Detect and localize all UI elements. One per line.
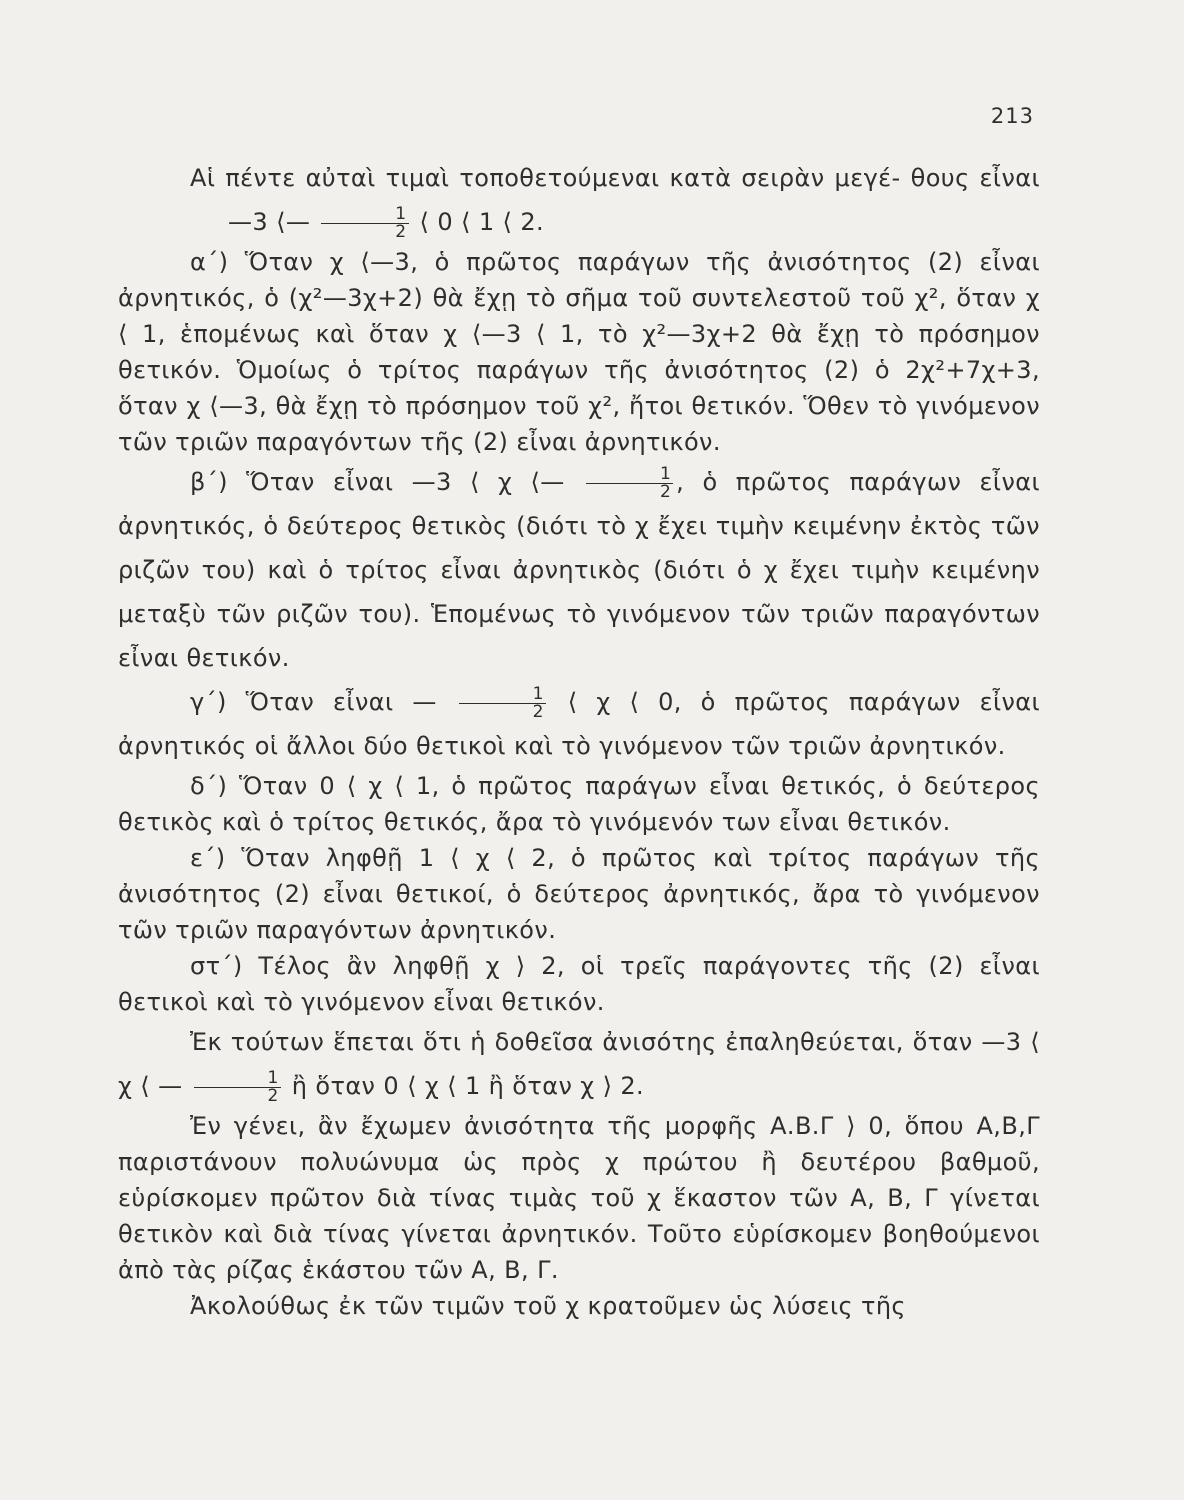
paragraph-case-stigma: στ΄) Τέλος ἂν ληφθῇ χ ⟩ 2, οἱ τρεῖς παράγοντες τῆς (2) εἶναι θετικοὶ καὶ τὸ γινόμενον εἶναι θετικόν.	[118, 952, 1040, 1016]
text-segment: θους εἶναι	[910, 164, 1040, 192]
fraction-numerator: 1	[586, 466, 673, 484]
paragraph-case-epsilon: ε΄) Ὅταν ληφθῇ 1 ⟨ χ ⟨ 2, ὁ πρῶτος καὶ τρίτος παράγων τῆς ἀνισότητος (2) εἶναι θετικοί, ὁ δεύτερος ἀρνητικός, ἄρα τὸ γινόμενον τῶν τριῶν παραγόντων ἀρνητικόν.	[118, 844, 1040, 944]
paragraph-case-alpha: α΄) Ὅταν χ ⟨—3, ὁ πρῶτος παράγων τῆς ἀνισότητος (2) εἶναι ἀρνητικός, ὁ (χ²—3χ+2) θὰ ἔχῃ τὸ σῆμα τοῦ συντελεστοῦ τοῦ χ², ὅταν χ ⟨ 1, ἑπομένως καὶ ὅταν χ ⟨—3 ⟨ 1, τὸ χ²—3χ+2 θὰ ἔχῃ τὸ πρόσημον θετικόν. Ὁμοίως ὁ τρίτος παράγων τῆς ἀνισότητος (2) ὁ 2χ²+7χ+3, ὅταν χ ⟨—3, θὰ ἔχῃ τὸ πρόσημον τοῦ χ², ἤτοι θετικόν. Ὅθεν τὸ γινόμενον τῶν τριῶν παραγόντων τῆς (2) εἶναι ἀρνητικόν.	[118, 248, 1040, 456]
paragraph-values-order	[118, 156, 1040, 244]
paragraph-general-method: Ἐν γένει, ἂν ἔχωμεν ἀνισότητα τῆς μορφῆς Α.Β.Γ ⟩ 0, ὅπου Α,Β,Γ παριστάνουν πολυώνυμα ὡς πρὸς χ πρώτου ἢ δευτέρου βαθμοῦ, εὑρίσκομεν πρῶτον διὰ τίνας τιμὰς τοῦ χ ἕκαστον τῶν Α, Β, Γ γίνεται θετικὸν καὶ διὰ τίνας γίνεται ἀρνητικόν. Τοῦτο εὑρίσκομεν βοηθούμενοι ἀπὸ τὰς ρίζας ἑκάστου τῶν Α, Β, Γ.	[118, 1112, 1040, 1284]
page-number: 213	[990, 104, 1034, 128]
fraction-denominator: 2	[267, 1085, 279, 1106]
paragraph-next: Ἀκολούθως ἐκ τῶν τιμῶν τοῦ χ κρατοῦμεν ὡς λύσεις τῆς	[190, 1292, 906, 1320]
text-segment: β΄) Ὅταν εἶναι —3 ⟨ χ ⟨—	[190, 468, 565, 496]
fraction-one-half	[194, 1067, 281, 1106]
text-segment: γ΄) Ὅταν εἶναι —	[190, 688, 437, 716]
text-segment: Ἐκ τούτων ἕπεται ὅτι ἡ δοθεῖσα ἀνισότης ἐπαληθεύεται, ὅταν —3 ⟨ χ ⟨ —	[118, 1028, 1040, 1100]
text-segment: ἢ ὅταν 0 ⟨ χ ⟨ 1 ἢ ὅταν χ ⟩ 2.	[291, 1072, 645, 1100]
text-segment: , ὁ πρῶτος παράγων εἶναι ἀρνητικός, ὁ δεύτερος θετικὸς (διότι τὸ χ ἔχει τιμὴν κειμένην ἐκτὸς τῶν ριζῶν του) καὶ ὁ τρίτος εἶναι ἀρνητικὸς (διότι ὁ χ ἔχει τιμὴν κειμένην μεταξὺ τῶν ριζῶν του). Ἑπομένως τὸ γινόμενον τῶν τριῶν παραγόντων εἶναι θετικόν.	[118, 468, 1040, 672]
text-segment: Αἱ πέντε αὐταὶ τιμαὶ τοποθετούμεναι κατὰ σειρὰν μεγέ-	[190, 164, 901, 192]
text-segment: ⟨ 0 ⟨ 1 ⟨ 2.	[419, 208, 545, 236]
paragraph-case-beta	[118, 460, 1040, 680]
fraction-one-half	[321, 203, 408, 242]
text-segment: ⟨ χ ⟨ 0, ὁ πρῶτος παράγων εἶναι ἀρνητικός οἱ ἄλλοι δύο θετικοὶ καὶ τὸ γινόμενον τῶν τριῶν ἀρνητικόν.	[118, 688, 1041, 760]
fraction-numerator: 1	[459, 686, 546, 704]
paragraph-case-delta: δ΄) Ὅταν 0 ⟨ χ ⟨ 1, ὁ πρῶτος παράγων εἶναι θετικός, ὁ δεύτερος θετικὸς καὶ ὁ τρίτος θετικός, ἄρα τὸ γινόμενόν των εἶναι θετικόν.	[118, 772, 1040, 836]
fraction-denominator: 2	[395, 221, 407, 242]
fraction-denominator: 2	[532, 701, 544, 722]
fraction-denominator: 2	[659, 481, 672, 502]
fraction-one-half	[586, 463, 673, 502]
fraction-numerator: 1	[321, 206, 408, 224]
text-segment: —3 ⟨—	[228, 208, 311, 236]
paragraph-conclusion	[118, 1020, 1040, 1108]
page-text	[118, 156, 1040, 1324]
fraction-numerator: 1	[194, 1070, 281, 1088]
fraction-one-half	[459, 683, 546, 722]
paragraph-case-gamma	[118, 680, 1040, 768]
